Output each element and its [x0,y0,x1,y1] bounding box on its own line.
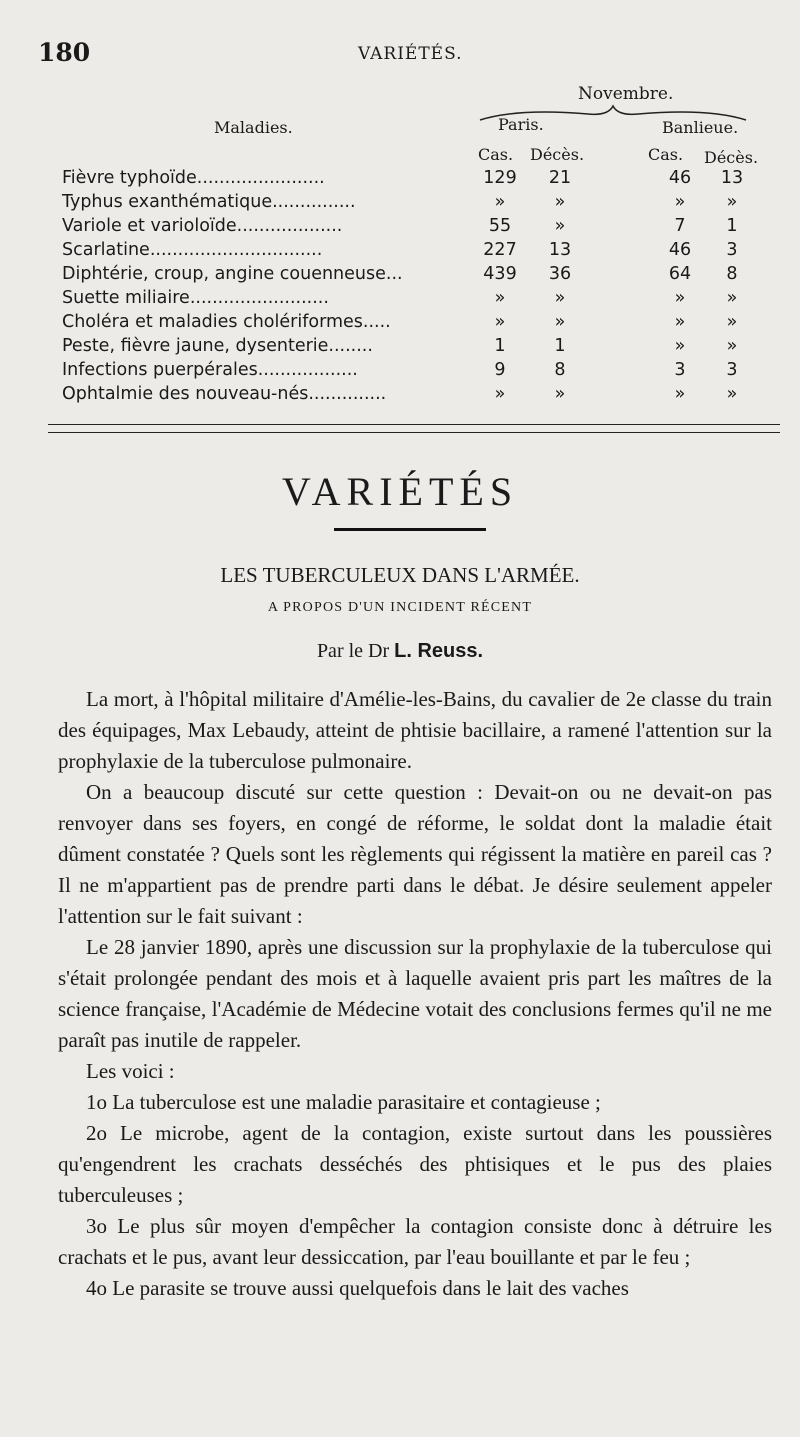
paris-cas: 129 [483,168,517,188]
paragraph: Les voici : [86,1059,175,1083]
list-item: 3o Le plus sûr moyen d'empêcher la contagion consiste donc à détruire les crachats et le pus, avant leur dessiccation, par l'eau bouillante et par le feu ; [58,1214,772,1269]
banlieue-deces: 3 [726,360,738,380]
disease-name: Scarlatine............................... [62,240,323,260]
paris-cas: » [494,192,506,212]
sub-cas-banlieue: Cas. [648,145,684,164]
sub-deces-paris: Décès. [530,145,585,164]
table-row [62,360,772,384]
paris-deces: » [554,312,566,332]
list-item: 2o Le microbe, agent de la contagion, existe surtout dans les poussières qu'engendrent les crachats desséchés des phtisiques et le pus des plaies tuberculeuses ; [58,1121,772,1207]
banlieue-deces: » [726,192,738,212]
banlieue-cas: 46 [668,240,692,260]
running-title: VARIÉTÉS. [358,44,463,64]
sub-deces-banlieue: Décès. [704,148,759,167]
disease-name: Typhus exanthématique............... [62,192,356,212]
banlieue-deces: » [726,312,738,332]
disease-name: Variole et varioloïde................... [62,216,343,236]
table-row [62,240,772,264]
paris-cas: 9 [494,360,506,380]
paris-deces: 13 [548,240,572,260]
author-name: L. Reuss. [394,640,484,662]
col-paris-header: Paris. [498,115,544,134]
banlieue-deces: » [726,384,738,404]
table-row [62,264,772,288]
paris-deces: 36 [548,264,572,284]
list-item: 1o La tuberculose est une maladie parasitaire et contagieuse ; [86,1090,601,1114]
section-title: VARIÉTÉS [281,469,519,514]
table-row [62,192,772,216]
table-row [62,336,772,360]
paris-deces: 21 [548,168,572,188]
banlieue-deces: » [726,336,738,356]
paris-cas: 227 [483,240,517,260]
banlieue-deces: 8 [726,264,738,284]
banlieue-cas: » [674,384,686,404]
paris-deces: 8 [554,360,566,380]
table-row [62,312,772,336]
disease-name: Diphtérie, croup, angine couenneuse... [62,264,403,284]
paragraph: La mort, à l'hôpital militaire d'Amélie-les-Bains, du cavalier de 2e classe du train des équipages, Max Lebaudy, atteint de phtisie bacillaire, a ramené l'attention sur la prophylaxie de la tuberculose pulmonaire. [58,687,772,773]
divider-rule [48,424,780,425]
disease-name: Peste, fièvre jaune, dysenterie........ [62,336,373,356]
paragraph: Le 28 janvier 1890, après une discussion sur la prophylaxie de la tuberculose qui s'était prolongée pendant des mois et à laquelle avaient pris part les maîtres de la science française, l'Académie de Médecine votait des conclusions fermes qu'il ne me paraît pas inutile de rappeler. [58,935,772,1052]
banlieue-deces: 13 [720,168,744,188]
banlieue-cas: 46 [668,168,692,188]
table-row [62,216,772,240]
paris-deces: » [554,288,566,308]
running-head [38,38,762,68]
col-maladies-header: Maladies. [214,118,293,137]
title-underline [334,528,486,531]
disease-name: Fièvre typhoïde....................... [62,168,325,188]
banlieue-cas: 3 [674,360,686,380]
disease-name: Suette miliaire......................... [62,288,329,308]
paris-cas: 439 [483,264,517,284]
disease-name: Ophtalmie des nouveau-nés.............. [62,384,387,404]
banlieue-cas: » [674,192,686,212]
paragraph: On a beaucoup discuté sur cette question : Devait-on ou ne devait-on pas renvoyer dans ses foyers, en congé de réforme, le soldat dont la maladie était dûment constatée ? Quels sont les règlements qui régissent la matière en pareil cas ? Il ne m'appartient pas de prendre parti dans le débat. Je désire seulement appeler l'attention sur le fait suivant : [58,780,772,928]
paris-cas: » [494,288,506,308]
paris-deces: » [554,216,566,236]
table-row [62,168,772,192]
paris-deces: » [554,192,566,212]
list-item: 4o Le parasite se trouve aussi quelquefois dans le lait des vaches [86,1276,629,1300]
banlieue-deces: 3 [726,240,738,260]
banlieue-deces: » [726,288,738,308]
table-row [62,384,772,408]
article-title: LES TUBERCULEUX DANS L'ARMÉE. [220,563,580,587]
banlieue-cas: » [674,288,686,308]
disease-name: Choléra et maladies cholériformes..... [62,312,391,332]
disease-name: Infections puerpérales.................. [62,360,358,380]
article-author [0,640,800,663]
banlieue-deces: 1 [726,216,738,236]
paris-cas: 55 [488,216,512,236]
page-number: 180 [38,38,91,67]
table-month-heading: Novembre. [578,84,674,104]
banlieue-cas: » [674,336,686,356]
banlieue-cas: » [674,312,686,332]
paris-cas: 1 [494,336,506,356]
col-banlieue-header: Banlieue. [662,118,739,137]
author-prefix: Par le Dr [316,640,395,662]
banlieue-cas: 7 [674,216,686,236]
article-body [58,684,772,1304]
paris-cas: » [494,312,506,332]
paris-deces: » [554,384,566,404]
sub-cas-paris: Cas. [478,145,514,164]
article-subtitle: A PROPOS D'UN INCIDENT RÉCENT [267,600,533,615]
paris-cas: » [494,384,506,404]
table-row [62,288,772,312]
banlieue-cas: 64 [668,264,692,284]
divider-rule [48,432,780,433]
paris-deces: 1 [554,336,566,356]
